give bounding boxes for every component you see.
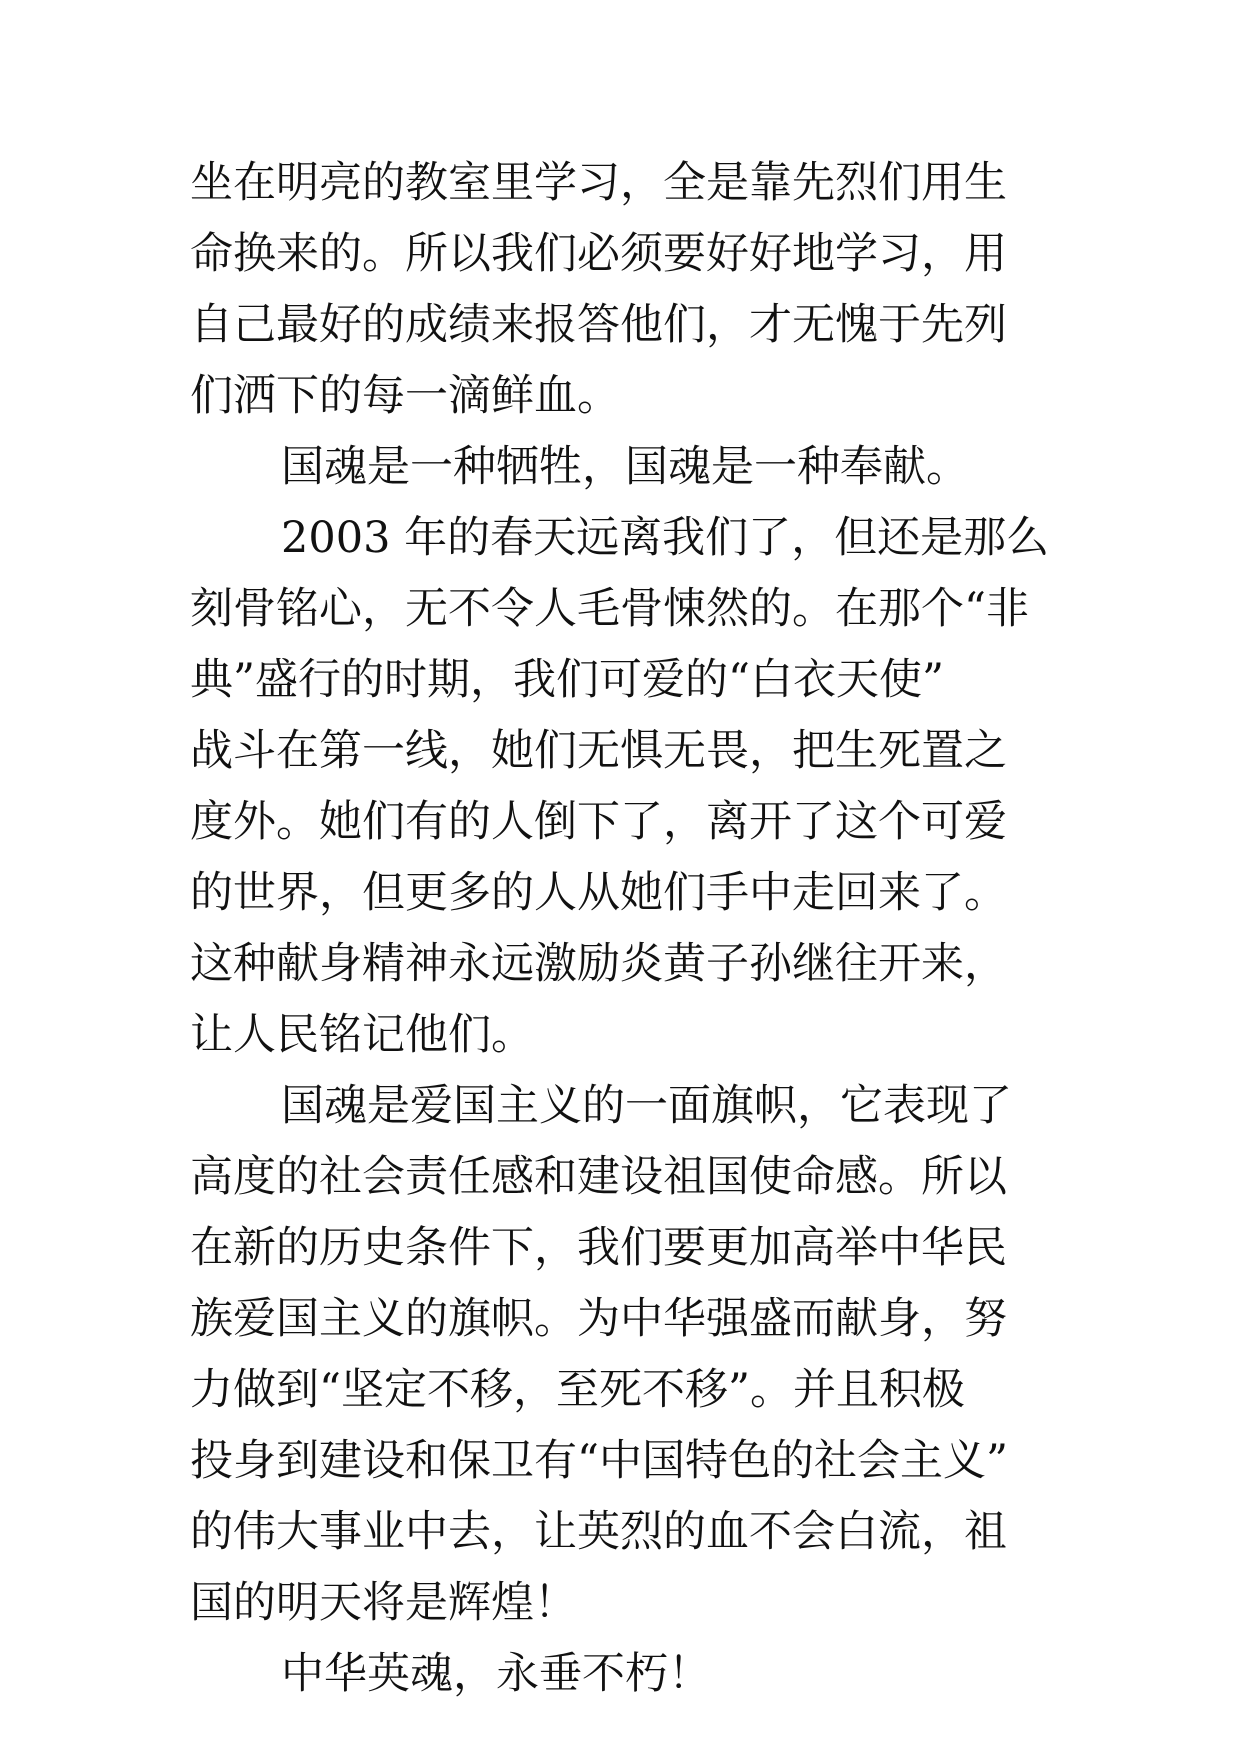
- text-line: 投身到建设和保卫有“中国特色的社会主义”: [190, 1436, 1008, 1486]
- text-line: 自己最好的成绩来报答他们，才无愧于先列: [190, 300, 1007, 350]
- text-line: 这种献身精神永远激励炎黄子孙继往开来，: [190, 939, 1007, 989]
- paragraph-start-line: 国魂是一种牺牲，国魂是一种奉献。: [281, 442, 969, 492]
- text-line: 国的明天将是辉煌！: [190, 1578, 577, 1628]
- text-line: 在新的历史条件下，我们要更加高举中华民: [190, 1223, 1007, 1273]
- paragraph-start-line: 中华英魂，永垂不朽！: [281, 1649, 711, 1699]
- text-line: 让人民铭记他们。: [190, 1010, 534, 1060]
- text-line: 高度的社会责任感和建设祖国使命感。所以: [190, 1152, 1007, 1202]
- text-line: 的伟大事业中去，让英烈的血不会白流，祖: [190, 1507, 1007, 1557]
- text-line: 度外。她们有的人倒下了，离开了这个可爱: [190, 797, 1007, 847]
- text-line: 战斗在第一线，她们无惧无畏，把生死置之: [190, 726, 1007, 776]
- text-line: 族爱国主义的旗帜。为中华强盛而献身，努: [190, 1294, 1007, 1344]
- essay-body: [190, 148, 1090, 1710]
- text-line: 坐在明亮的教室里学习，全是靠先烈们用生: [190, 158, 1007, 208]
- text-line: 刻骨铭心，无不令人毛骨悚然的。在那个“非: [190, 584, 1029, 634]
- text-line: 的世界，但更多的人从她们手中走回来了。: [190, 868, 1007, 918]
- text-line: 力做到“坚定不移，至死不移”。并且积极: [190, 1365, 965, 1415]
- paragraph-start-line: 2003 年的春天远离我们了，但还是那么: [281, 513, 1050, 563]
- text-line: 典”盛行的时期，我们可爱的“白衣天使”: [190, 655, 944, 705]
- paragraph-start-line: 国魂是爱国主义的一面旗帜，它表现了: [281, 1081, 1012, 1131]
- text-line: 命换来的。所以我们必须要好好地学习，用: [190, 229, 1007, 279]
- text-line: 们洒下的每一滴鲜血。: [190, 371, 620, 421]
